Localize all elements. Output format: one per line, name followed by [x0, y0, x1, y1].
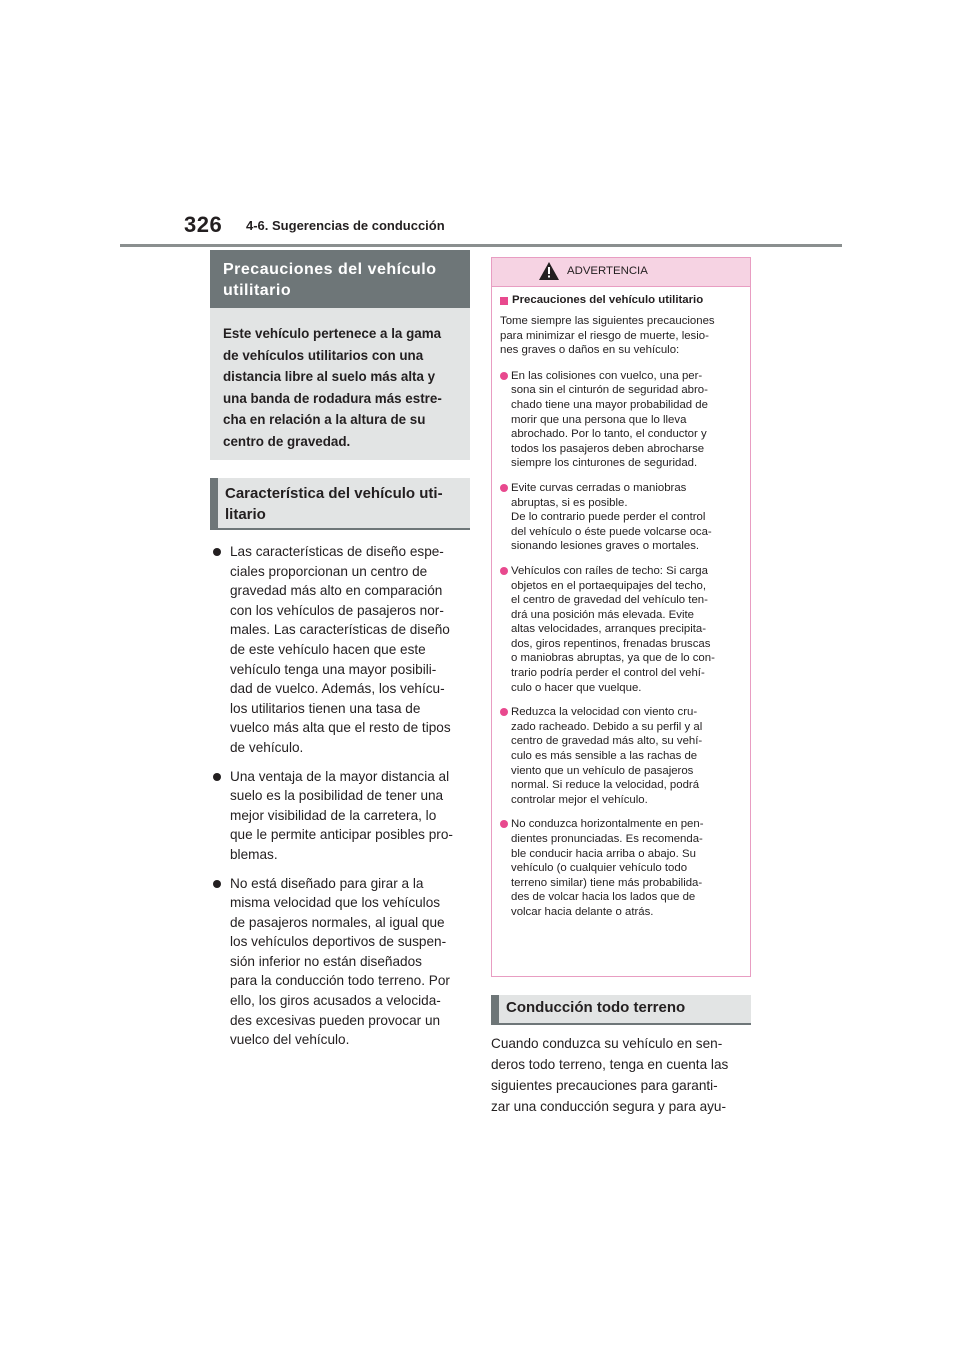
text-line: ble conducir hacia arriba o abajo. Su	[511, 847, 696, 860]
text-line: des de volcar hacia los lados que de	[511, 891, 696, 904]
text-line: normal. Si reduce la velocidad, podrá	[511, 779, 700, 792]
text-line: siempre los cinturones de seguridad.	[511, 457, 698, 470]
text-line: del vehículo o éste puede volcarse oca-	[511, 525, 712, 538]
warning-body	[492, 287, 750, 920]
square-bullet-icon	[500, 297, 508, 305]
intro-line: una banda de rodadura más estre-	[223, 390, 442, 406]
text-line: de vehículo.	[230, 739, 304, 755]
warning-list	[500, 369, 742, 920]
text-line: trario podría perder el control del vehí-	[511, 667, 705, 680]
pink-bullet-icon	[500, 484, 508, 492]
text-line: los vehículos deportivos de suspen-	[230, 934, 447, 950]
main-heading: Precauciones del vehículo utilitario	[210, 250, 470, 308]
warning-header	[492, 258, 750, 287]
list-item	[500, 705, 742, 807]
bullet-icon	[213, 548, 221, 556]
pink-bullet-icon	[500, 567, 508, 575]
intro-line: centro de gravedad.	[223, 433, 351, 449]
text-line: Vehículos con raíles de techo: Si carga	[511, 564, 708, 577]
text-line: En las colisiones con vuelco, una per-	[511, 369, 703, 382]
text-line: centro de gravedad más alto, su vehí-	[511, 735, 703, 748]
text-line: vehículo (o cualquier vehículo todo	[511, 862, 688, 875]
text-line: gravedad más alto en comparación	[230, 583, 443, 599]
text-line: blemas.	[230, 846, 278, 862]
pink-bullet-icon	[500, 708, 508, 716]
text-line: Tome siempre las siguientes precauciones	[500, 315, 715, 327]
header-divider	[120, 244, 842, 247]
text-line: morir que una persona que lo lleva	[511, 413, 687, 426]
text-line: siguientes precauciones para garanti-	[491, 1078, 718, 1093]
text-line: vuelco más alta que el resto de tipos	[230, 720, 451, 736]
text-line: No conduzca horizontalmente en pen-	[511, 818, 704, 831]
heading-line: Característica del vehículo uti-	[225, 485, 443, 502]
offroad-heading: Conducción todo terreno	[491, 995, 751, 1025]
intro-box	[210, 308, 470, 460]
text-line: los utilitarios tienen una tasa de	[230, 700, 421, 716]
text-line: No está diseñado para girar a la	[230, 875, 424, 891]
list-item	[500, 564, 742, 695]
text-line: para la conducción todo terreno. Por	[230, 973, 450, 989]
text-line: dientes pronunciadas. Es recomenda-	[511, 833, 703, 845]
intro-line: cha en relación a la altura de su	[223, 412, 426, 428]
list-item	[500, 481, 742, 554]
text-line: dos, giros repentinos, frenadas bruscas	[511, 637, 711, 650]
text-line: con los vehículos de pasajeros nor-	[230, 602, 444, 618]
text-line: nes graves o daños en su vehículo:	[500, 344, 680, 357]
text-line: sona sin el cinturón de seguridad abro-	[511, 384, 708, 397]
text-line: culo es más sensible a las rachas de	[511, 750, 698, 763]
text-line: zar una conducción segura y para ayu-	[491, 1099, 727, 1114]
pink-bullet-icon	[500, 372, 508, 380]
characteristics-heading	[210, 478, 470, 530]
bullet-icon	[213, 880, 221, 888]
list-item	[500, 369, 742, 471]
text-line: el centro de gravedad del vehículo ten-	[511, 594, 708, 607]
list-item	[210, 874, 470, 1050]
section-title: 4-6. Sugerencias de conducción	[246, 218, 445, 233]
text-line: deros todo terreno, tenga en cuenta las	[491, 1057, 729, 1072]
characteristics-list	[210, 542, 470, 1059]
text-line: vehículo tenga una mayor posibili-	[230, 661, 437, 677]
text-line: zado racheado. Debido a su perfil y al	[511, 720, 703, 733]
text-line: suelo es la posibilidad de tener una	[230, 788, 444, 804]
list-item	[210, 542, 470, 758]
text-line: des excesivas pueden provocar un	[230, 1012, 441, 1028]
text-line: males. Las características de diseño	[230, 622, 450, 638]
warning-title: ADVERTENCIA	[567, 265, 648, 277]
text-line: abruptas, si es posible.	[511, 496, 628, 509]
text-line: abrochado. Por lo tanto, el conductor y	[511, 428, 707, 441]
text-line: vuelco del vehículo.	[230, 1032, 350, 1048]
text-line: Una ventaja de la mayor distancia al	[230, 768, 450, 784]
page-number: 326	[184, 212, 223, 237]
text-line: para minimizar el riesgo de muerte, lesio-	[500, 329, 709, 342]
text-line: altas velocidades, arranques precipita-	[511, 623, 707, 636]
text-line: de este vehículo hacen que este	[230, 641, 426, 657]
text-line: objetos en el portaequipajes del techo,	[511, 579, 707, 592]
warning-triangle-icon	[539, 262, 559, 285]
list-item	[210, 767, 470, 865]
warning-subtitle	[500, 293, 742, 308]
text-line: volcar hacia delante o atrás.	[511, 905, 654, 918]
text-line: de pasajeros normales, al igual que	[230, 914, 445, 930]
text-line: Evite curvas cerradas o maniobras	[511, 481, 687, 494]
text-line: o maniobras abruptas, ya que de lo con-	[511, 652, 715, 665]
text-line: terreno similar) tiene más probabilida-	[511, 876, 703, 889]
text-line: mejor visibilidad de la carretera, lo	[230, 807, 437, 823]
text-line: chado tiene una mayor probabilidad de	[511, 398, 708, 411]
text-line: ciales proporcionan un centro de	[230, 563, 428, 579]
heading-line: litario	[225, 506, 266, 523]
intro-line: de vehículos utilitarios con una	[223, 347, 424, 363]
text-line: dad de vuelco. Además, los vehícu-	[230, 681, 445, 697]
list-item	[500, 817, 742, 919]
warning-intro	[500, 314, 742, 358]
text-line: misma velocidad que los vehículos	[230, 895, 441, 911]
text-line: viento que un vehículo de pasajeros	[511, 764, 694, 777]
text-line: Las características de diseño espe-	[230, 544, 444, 559]
pink-bullet-icon	[500, 820, 508, 828]
text-line: ello, los giros acusados a velocida-	[230, 993, 441, 1009]
offroad-paragraph	[491, 1033, 753, 1117]
text-line: que le permite anticipar posibles pro-	[230, 827, 453, 843]
warning-subtitle-text: Precauciones del vehículo utilitario	[512, 294, 704, 306]
text-line: todos los pasajeros deben abrocharse	[511, 442, 705, 455]
bullet-icon	[213, 773, 221, 781]
text-line: Reduzca la velocidad con viento cru-	[511, 706, 698, 719]
text-line: culo o hacer que vuelque.	[511, 681, 642, 694]
intro-line: distancia libre al suelo más alta y	[223, 369, 436, 385]
text-line: controlar mejor el vehículo.	[511, 793, 648, 806]
text-line: sión inferior no están diseñados	[230, 953, 422, 969]
intro-line: Este vehículo pertenece a la gama	[223, 326, 442, 341]
warning-box	[491, 257, 751, 977]
text-line: De lo contrario puede perder el control	[511, 511, 706, 524]
text-line: Cuando conduzca su vehículo en sen-	[491, 1036, 723, 1051]
text-line: drá una posición más elevada. Evite	[511, 608, 694, 621]
text-line: sionando lesiones graves o mortales.	[511, 540, 700, 553]
